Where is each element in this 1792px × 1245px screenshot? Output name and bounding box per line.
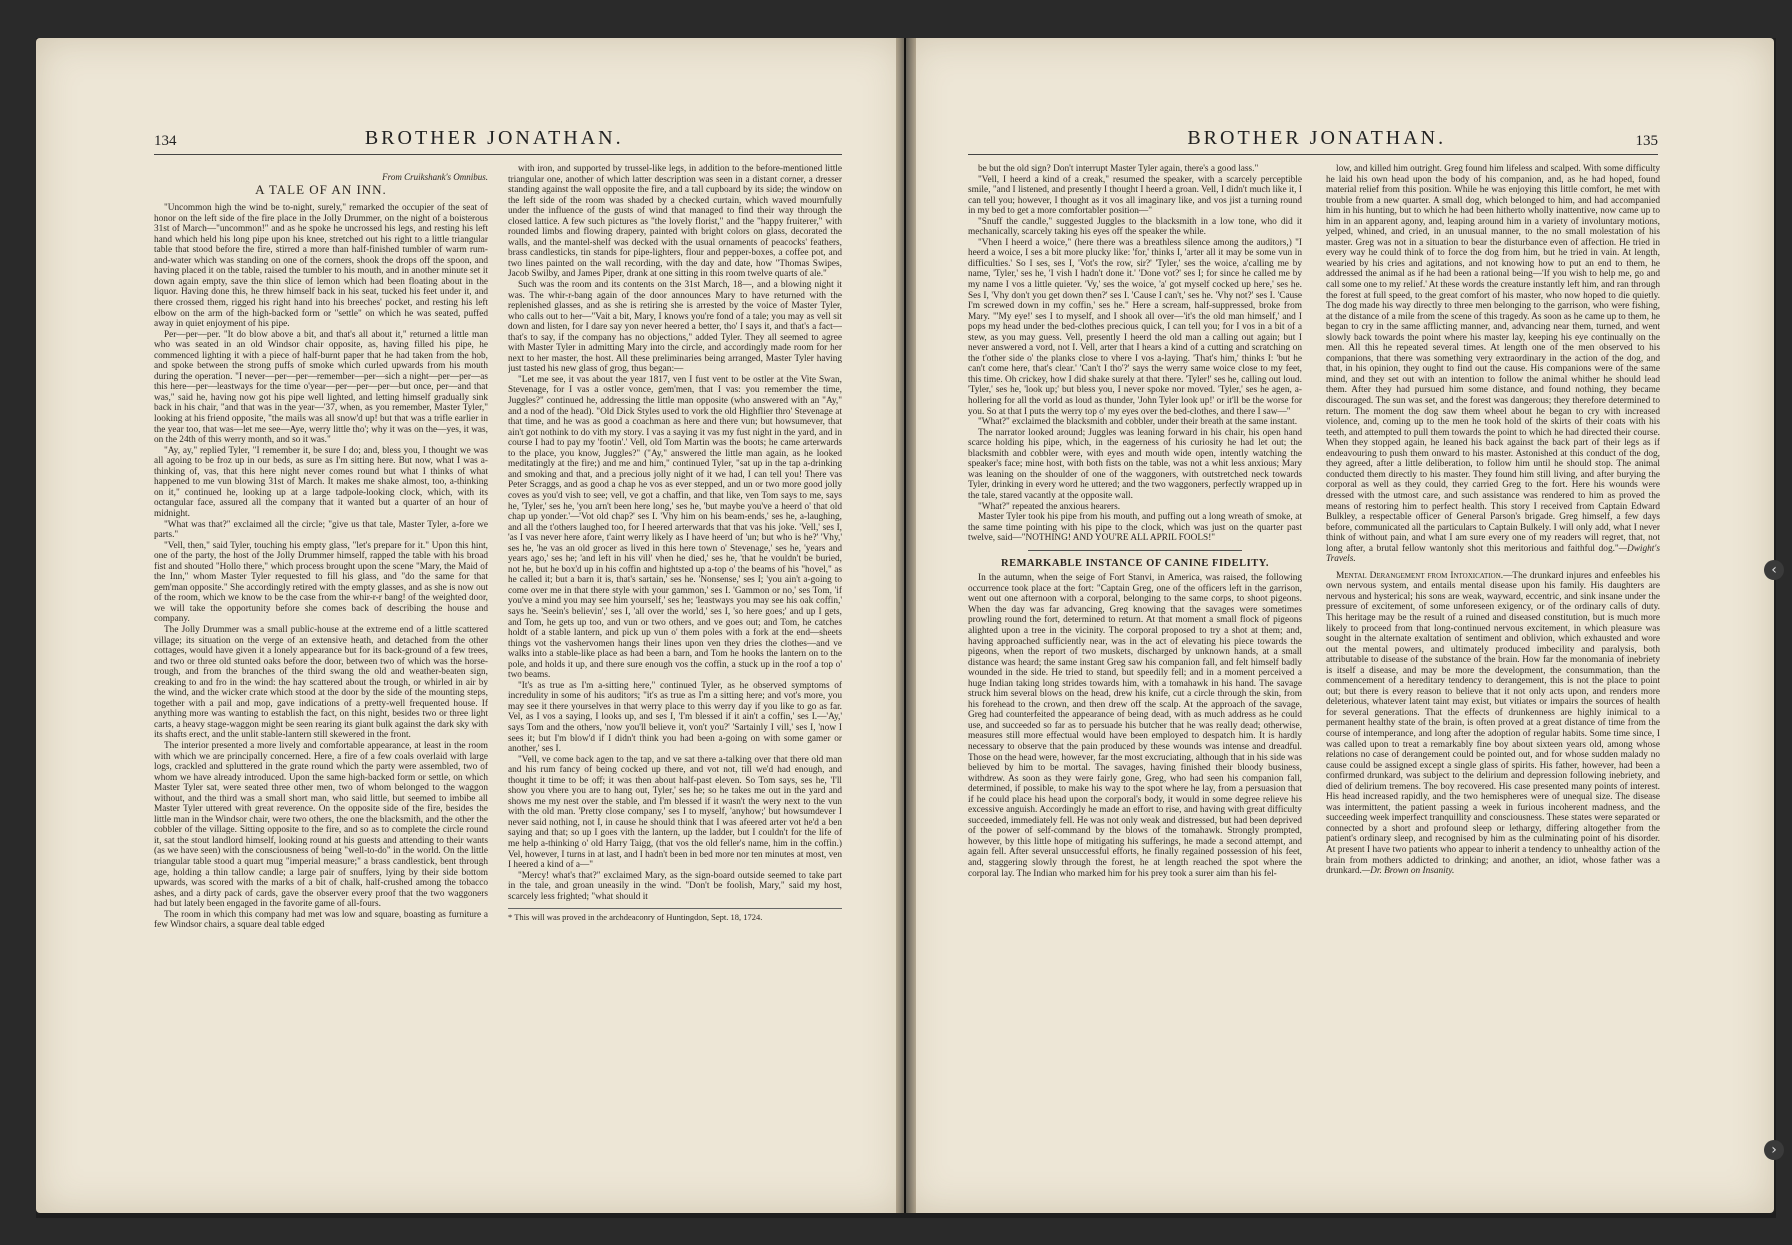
paragraph: "Uncommon high the wind be to-night, surely," remarked the occupier of the seat of honor on the left side of the fire place in the Jolly Drummer, on the night of a boisterous 31st of March—"uncommon!" and as he spoke he uncrossed his legs, and resting his left hand which held his long pipe upon his knee, stretched out his right to a little triangular table that stood before the fire, stirred a more than half-finished tumbler of warm rum-and-water which was standing on one of the corners, shook the drops off the spoon, and having placed it on the table, raised the tumbler to his mouth, and in another minute set it down again empty, save the thin slice of lemon which had been floating about in the liquor. Having done this, he threw himself back in his seat, tucked his feet under it, and there crossed them, rigged his right hand into his breeches' pocket, and resting his left elbow on the arm of the high-backed form or "settle" on which he was seated, puffed away in quiet enjoyment of his pipe. xyxy=(154,203,488,330)
paragraph: In the autumn, when the seige of Fort Stanvi, in America, was raised, the following occurrence took place at the fort: "Captain Greg, one of the officers left in the garrison, went out one afternoon with a corporal, belonging to the same corps, to shoot pigeons. When the day was far advancing, Greg knowing that the savages were sometimes prowling round the fort, determined to return. At that moment a small flock of pigeons alighted upon a tree in the vicinity. The corporal proposed to try a shot at them; and, having approached sufficiently near, was in the act of elevating his piece towards the pigeons, when the report of two muskets, discharged by unknown hands, at a small distance was heard; the same instant Greg saw his companion fall, and felt himself badly wounded in the side. He tried to stand, but speedily fell; and in a moment perceived a huge Indian taking long strides towards him, with a tomahawk in his hand. The savage struck him several blows on the head, drew his knife, cut a circle through the skin, from his forehead to the crown, and then drew off the scalp. At the approach of the savage, Greg had counterfeited the appearance of being dead, with as much address as he could use, and succeeded so far as to persuade his butcher that he was really dead; otherwise, measures still more effectual would have been employed to despatch him. It is hardly necessary to observe that the pain produced by these wounds was intense and dreadful. Those on the head were, however, far the most excruciating, although that in his side was believed by him to be mortal. The savages, having finished their bloody business, withdrew. As soon as they were fairly gone, Greg, who had seen his companion fall, determined, if possible, to make his way to the spot where he lay, from a persuasion that if he could place his head upon the corporal's body, it would in some degree relieve his excessive anguish. Accordingly he made an effort to rise, and having with great difficulty succeeded, immediately fell. He was not only weak and distressed, but had been deprived of the power of self-command by the blows of the tomahawk. Strongly prompted, however, by this little hope of mitigating his sufferings, he made a second attempt, and again fell. After several unsuccessful efforts, he finally regained possession of his feet, and, staggering slowly through the forest, he at length reached the spot where the corporal lay. The Indian who marked him for his prey took a surer aim than his fel- xyxy=(968,573,1302,879)
column-2 xyxy=(508,164,842,1174)
paragraph xyxy=(1326,164,1660,565)
previous-page-button[interactable]: ‹ xyxy=(1764,560,1784,580)
running-title: BROTHER JONATHAN. xyxy=(364,127,624,149)
mental-text: —The drunkard injures and enfeebles his own nervous system, and entails mental disease upon his family. His daughters are nervous and hysterical; his sons are weak, wayward, eccentric, and sink insane under the pressure of excitement, of some unforeseen exigency, or of the ordinary calls of duty. This heritage may be the result of a ruined and diseased constitution, but is much more likely to proceed from that long-continued nervous excitement, in which pleasure was sought in the alternate exaltation of sentiment and oblivion, which exhausted and wore out the mental powers, and ultimately produced imbecility and paralysis, both attributable to disease of the substance of the brain. How far the monomania of inebriety is itself a disease, and may be more the development, the consummation, than the commencement of a hereditary tendency to derangement, this is not the place to point out; but there is every reason to believe that it not only acts upon, and renders more deleterious, whatever latent taint may exist, but vitiates or impairs the sources of health for several generations. That the effects of drunkenness are highly inimical to a permanent healthy state of the brain, is often proved at a great distance of time from the course of intemperance, and long after the adoption of regular habits. Some time since, I was called upon to treat a remarkably fine boy about sixteen years old, among whose relations no case of derangement could be pointed out, and for whose sudden malady no cause could be assigned except a single glass of spirits. His father, however, had been a confirmed drunkard, was subject to the delirium and depression following inebriety, and died of delirium tremens. The boy recovered. His case presented many points of interest. His head increased rapidly, and the two hemispheres were of unequal size. The disease was intermittent, the patient passing a week in furious incoherent madness, and the succeeding week imperfect tranquillity and consciousness. These states were separated or connected by a short and profound sleep or lethargy, differing altogether from the patient's ordinary sleep, and recognised by him as the culminating point of his disorder. At present I have two patients who appear to inherit a tendency to unhealthy action of the brain from mothers addicted to drinking; and another, an idiot, whose father was a drunkard. xyxy=(1326,570,1660,877)
left-page xyxy=(36,38,904,1213)
divider xyxy=(1028,550,1242,551)
right-page xyxy=(906,38,1774,1213)
paragraph: The interior presented a more lively and comfortable appearance, at least in the room with which we are principally concerned. Here, a fire of a few coals overlaid with large logs, crackled and spluttered in the grate round which the party were assembled, two of whom we have already introduced. Upon the same high-backed form or settle, on which Master Tyler sat, were seated three other men, two of whom belonged to the waggon without, and the third was a small short man, who said little, but seemed to imbibe all Master Tyler uttered with great reverence. On the opposite side of the fire, besides the little man in the Windsor chair, were two others, the one the blacksmith, and the other the cobbler of the village. Sitting opposite to the fire, and so as to complete the circle round it, sat the stout landlord himself, looking round at his guests and attending to their wants (as we have seen) with the consciousness of being "well-to-do" in the world. On the little triangular table stood a quart mug "imperial measure;" a brass candlestick, bent through age, holding a thin tallow candle; a large pair of snuffers, lying by their side bottom upwards, was scored with the marks of a bit of chalk, half-crushed among the tobacco ashes, and a dirty pack of cards, gave the observer every proof that the two waggoners had but lately been engaged in the favorite game of all-fours. xyxy=(154,740,488,910)
paragraph: "Ay, ay," replied Tyler, "I remember it, be sure I do; and, bless you, I thought we was all agoing to be froz up in our beds, as sure as I'm sitting here. But now, what I was a-thinking of, vas, that this here night never comes round but what I thinks of what happened to me vun blowing 31st of March. It makes me shake almost, too, a-thinking on it," continued he, looking up at a large tadpole-looking clock, which, with its octangular face, assured all the company that it wanted but a quarter of an hour of midnight. xyxy=(154,445,488,519)
right-running-head xyxy=(968,120,1658,155)
paragraph: Master Tyler took his pipe from his mouth, and puffing out a long wreath of smoke, at the same time pointing with his pipe to the clock, which was just on the quarter past twelve, said—"NOTHING! AND YOU'RE ALL APRIL FOOLS!" xyxy=(968,512,1302,544)
paragraph xyxy=(1326,571,1660,877)
left-running-head xyxy=(154,120,842,155)
paragraph: "Vell, ve come back agen to the tap, and ve sat there a-talking over that there old man and his rum fancy of being cocked up there, and vot not, till we'd had enough, and thought it time to be off; it was then about half-past eleven. So Tom says, ses he, 'I'll show you vhere you are to hang out, Tyler,' ses he; so he takes me out in the yard and shows me my nest over the stable, and I'm blessed if it wasn't the wery next to the vun with the old man. 'Pretty close company,' ses I to myself, 'anyhow;' but howsumdever I never said nothing, not I, in cause he should think that I was afeered arter vot he'd a ben saying and that; so up I goes vith the lantern, up the ladder, but I couldn't for the life of me help a-thinking o' old Harry Taigg, (that vos the old feller's name, him in the coffin.) Vel, however, I turns in at last, and I hadn't been in bed more nor ten minutes at most, ven I heered a kind of a—" xyxy=(508,754,842,871)
mental-heading: Mental Derangement from Intoxication. xyxy=(1336,570,1504,581)
paragraph: be but the old sign? Don't interrupt Master Tyler again, there's a good lass." xyxy=(978,164,1259,174)
paragraph: "Mercy! what's that?" exclaimed Mary, as the sign-board outside seemed to take part in the tale, and groan uneasily in the wind. "Don't be foolish, Mary," said my host, scarcely less frighted; "what should it xyxy=(508,870,842,902)
article-title: A TALE OF AN INN. xyxy=(255,181,387,197)
paragraph: "It's as true as I'm a-sitting here," continued Tyler, as he observed symptoms of incredulity in some of his auditors; "it's as true as I'm a sitting here; and vot's more, you may see it there yourselves in that werry place to this werry day if you like to go as far. Vel, as I vos a saying, I looks up, and ses I, 'I'm blessed if it ain't a coffin,' ses I.—'Ay,' says Tom and the others, 'now you'll believe it, von't you?' 'Sartainly I vill,' ses I, 'now I sees it; but I'm blow'd if I didn't think you had been a-going on with some gamer or another,' ses I. xyxy=(508,680,842,755)
paragraph: "Vell, then," said Tyler, touching his empty glass, "let's prepare for it." Upon this hint, one of the party, the host of the Jolly Drummer himself, rapped the table with his broad fist and shouted "Hollo there," which process brought upon the scene "Mary, the Maid of the Inn," whom Master Tyler requested to fill his glass, and "do the same for that gem'man opposite." She accordingly retired with the empty glasses, and as she is now out of the room, which we know to be the case from the whir-r-r bang! of the weighted door, we will take the opportunity before she comes back of describing the house and company. xyxy=(154,540,488,625)
book-spread xyxy=(36,38,1776,1218)
column-3 xyxy=(968,164,1302,1174)
paragraph: "What?" repeated the anxious hearers. xyxy=(978,501,1121,512)
paragraph: "What?" exclaimed the blacksmith and cobbler, under their breath at the same instant. xyxy=(978,417,1298,428)
column-4 xyxy=(1326,164,1660,1174)
running-title: BROTHER JONATHAN. xyxy=(1187,127,1447,149)
canine-title: REMARKABLE INSTANCE OF CANINE FIDELITY. xyxy=(1001,557,1269,569)
paragraph: "Snuff the candle," suggested Juggles to the blacksmith in a low tone, who did it mechanically, scarcely taking his eyes off the speaker the while. xyxy=(968,216,1302,238)
canine-continuation: low, and killed him outright. Greg found him lifeless and scalped. With some difficulty he laid his own head upon the body of his companion, and, as he had hoped, found material relief from this position. While he was enjoying this little comfort, he met with trouble from a new quarter. A small dog, which belonged to him, and had accompanied him in his hunting, but to which he had been hitherto wholly inattentive, now came up to him in an apparent agony, and, leaping around him in a variety of involuntary motions, yelped, whined, and cried, in an unusual manner, to the no small molestation of his master. Greg was not in a situation to bear the disturbance even of affection. He tried in every way he could think of to force the dog from him, but he tried in vain. At length, wearied by his cries and agitations, and not knowing how to put an end to them, he addressed the animal as if he had been a rational being—'If you wish to help me, go and call some one to my relief.' At these words the creature instantly left him, and ran through the forest at full speed, to the great comfort of his master, who now hoped to die quietly. The dog made his way directly to three men belonging to the garrison, who were fishing, at the distance of a mile from the scene of this tragedy. As soon as he came up to them, he began to cry in the same afflicting manner, and, advancing near them, turned, and went slowly back towards the point where his master lay, keeping his eye continually on the men. All this he repeated several times. At length one of the men observed to his companions, that there was something very extraordinary in the action of the dog, and that, in his opinion, they ought to find out the cause. His companions were of the same mind, and they set out with an intention to follow the animal whither he should lead them. After they had pursued him some distance, and found nothing, they became discouraged. The sun was set, and the forest was dangerous; they therefore determined to return. The moment the dog saw them wheel about he began to cry with increased violence, and, coming up to the men he took hold of the skirts of their coats with his teeth, and attempted to pull them towards the point to which he had directed their course. When they stopped again, he leaned his back against the back part of their legs as if endeavouring to push them onward to his master. Astonished at this conduct of the dog, they agreed, after a little deliberation, to follow him until he should stop. The animal conducted them directly to his master. They found him still living, and after burying the corporal as well as they could, they carried Greg to the fort. Here his wounds were dressed with the utmost care, and such assistance was rendered to him as proved the means of restoring him to perfect health. This story I received from Captain Edward Bulkley, a respectable officer of General Parson's brigade. Greg himself, a few days before, communicated all the particulars to Captain Bulkely. I will only add, what I never think of without pain, and what I am sure every one of my readers will regret, that, not long after, a brutal fellow wantonly shot this meritorious and faithful dog." xyxy=(1326,164,1660,554)
paragraph: The Jolly Drummer was a small public-house at the extreme end of a little scattered village; its situation on the verge of an extensive heath, and detached from the other cottages, would have given it a lonely appearance but for its back-ground of a few trees, and two or three old stunted oaks before the door, between two of which was the horse-trough, and from the branches of the third swang the old and weather-beaten sign, creaking to and fro in the wind: the hay scattered about the trough, or whirled in air by the wind, and the wicker crate which stood at the door by the side of the mounting steps, together with a pail and mop, gave indications of a pretty-well frequented house. If anything more was wanting to establish the fact, on this night, besides two or three light carts, a heavy stage-waggon might be seen rearing its giant bulk against the dark sky with its shafts erect, and the unlit stable-lantern still skewered in the front. xyxy=(154,624,488,741)
paragraph: "Vell, I heerd a kind of a creak," resumed the speaker, with a scarcely perceptible smile, "and I listened, and presently I thought I heerd a groan. Vell, I didn't much like it, I can tell you; however, I thought as it vos all imaginary like, and vos jist a turning round in my bed to get a more comfortabler position—" xyxy=(968,174,1302,217)
paragraph: Per—per—per. "It do blow above a bit, and that's all about it," returned a little man who was seated in an old Windsor chair opposite, as, having filled his pipe, he commenced lighting it with a piece of half-burnt paper that he had taken from the hob, and spoke between the strong puffs of smoke which curled upwards from his mouth during the operation. "I never—per—per—remember—per—sich a night—per—per—as this here—per—leastways for the time o'year—per—per—per—but once, per—and that was," said he, having now got his pipe well lighted, and letting himself gradually sink back in his chair, "and that was in the year—'37, when, as you remember, Master Tyler," looking at his friend opposite, "the mails was all snow'd up! but that was a trifle earlier in the year too, that was—let me see—Aye, werry little tho'; why it was on the—yes, it was, on the 24th of this werry month, and so it was." xyxy=(154,329,488,446)
paragraph: "What was that?" exclaimed all the circle; "give us that tale, Master Tyler, a-fore we parts." xyxy=(154,519,488,541)
paragraph: The narrator looked around; Juggles was leaning forward in his chair, his open hand scarce holding his pipe, which, in the eagerness of his curiosity he had let out; the blacksmith and cobbler were, with eyes and mouth wide open, intently watching the speaker's face; mine host, with both fists on the table, was not a whit less anxious; Mary was leaning on the shoulder of one of the waggoners, with outstretched neck towards Tyler, drinking in every word he uttered; and the two waggoners, perfectly wrapped up in the tale, stared vacantly at the opposite wall. xyxy=(968,427,1302,501)
column-1 xyxy=(154,164,488,1174)
page-number: 135 xyxy=(1635,133,1658,149)
paragraph: "Vhen I heerd a woice," (here there was a breathless silence among the auditors,) "I heerd a woice, I ses a bit more plucky like: 'for,' thinks I, 'arter all it may be some vun in difficulties.' So I ses, ses I, 'Vot's the row, sir?' 'Tyler,' ses the woice, a'calling me by name, 'Tyler,' ses he, 'I vish I hadn't done it.' 'Done vot?' ses I; for since he called me by my name I vos a little quieter. 'Vy,' ses the woice, 'a' got myself cocked up here,' ses he. Ses I, 'Vhy don't you get down then?' ses I. 'Cause I can't,' ses he. 'Vhy not?' ses I. 'Cause I'm screwed down in my coffin,' ses he." Here a scream, half-suppressed, broke from Mary. "'My eye!' ses I to myself, and I shook all over—'it's the old man himself,' and I pops my head under the bed-clothes precious quick, I can tell you; for I vos in a bit of a stew, as you may guess. Vell, presently I heerd the old man a calling out again; but I never answered a vord, not I. Vell, arter that I hears a kind of a cutting and scratching on the t'other side o' the planks close to vhere I vos a-laying. 'That's him,' thinks I: 'but he can't come here, that's clear.' 'Can't I tho'?' says the werry same woice close to my feet, this time. Oh crickey, how I did shake surely at that there. 'Tyler!' ses he, calling out loud. 'Tyler,' ses he, 'look up;' but bless you, I never spoke nor moved. 'Tyler,' ses he agen, a-hollering for all the vorld as loud as thunder, 'John Tyler look up!' or it'll be the worse for you. So at that I puts the werry top o' my eyes over the bed-clothes, and there I saw—" xyxy=(968,237,1302,417)
footnote: * This will was proved in the archdeaconry of Huntingdon, Sept. 18, 1724. xyxy=(508,908,842,923)
canine-attribution: —Dwight's Travels. xyxy=(1326,543,1660,565)
next-page-button[interactable]: › xyxy=(1764,1140,1784,1160)
source-note: From Cruikshank's Omnibus. xyxy=(382,172,488,182)
paragraph: Such was the room and its contents on the 31st March, 18—, and a blowing night it was. The whir-r-bang again of the door announces Mary to have returned with the replenished glasses, and as she is retiring she is arrested by the voice of Master Tyler, who calls out to her—"Vait a bit, Mary, I knows you're fond of a tale; you may as vell sit down and listen, for I dare say yon never heered a better, tho' I says it, and that's a fact—that's to say, if the company has no objections," added Tyler. They all seemed to agree with Master Tyler in admitting Mary into the circle, and accordingly made room for her next to her master, the host. All these preliminaries being arranged, Master Tyler having just tasted his new glass of grog, thus began:— xyxy=(508,280,842,375)
paragraph: "Let me see, it vas about the year 1817, ven I fust vent to be ostler at the Vite Swan, Stevenage, for I vas a ostler vonce, gem'men, that I vas: you remember the time, Juggles?" continued he, addressing the little man opposite (who answered with an "Ay," and a nod of the head). "Old Dick Styles used to vork the old Highflier thro' Stevenage at that time, and he was as good a coachman as here and there vun; but howsumever, that ain't got nothink to do vith my story. I vas a saying it vas my fust night in the yard, and in course I had to pay my 'footin'.' Vell, old Tom Martin was the boots; he came arterwards to the place, you know, Juggles?" ("Ay," answered the little man again, as he looked meditatingly at the fire;) and me and him," continued Tyler, "sat up in the tap a-drinking and smoking and that, and a precious jolly night of it we had, I can tell you! There vas Peter Scraggs, and as good a chap he vos as ever stepped, and un or two more good jolly coves as you'd vish to see; vell, ve got a chaffin, and that like, ven Tom says to me, says he, 'Tyler,' ses he, 'you arn't been here long,' ses he, 'but maybe you've a heerd o' that old chap up yonder.'—'Vot old chap?' ses I. 'Vhy him on his beam-ends,' ses he, a-laughing, and all the t'others laughed too, for I heered arterwards that that vas his joke. 'Vell,' ses I, 'as I vas never here afore, t'aint werry likely as I have heerd of 'un; but who is he?' 'Vhy,' ses he, 'he vas an old grocer as lived in this here town o' Stevenage,' ses he, 'years and years ago,' ses he; 'and left in his vill' vhen he died,' ses he, 'that he vouldn't be buried, not he, but he box'd up in his coffin and hightsted up a-top o' the beams of his "hovel," as he called it; but a barn it is, that's sartain,' ses he. 'Nonsense,' ses I; 'you ain't a-going to come over me in that there style with your gammon,' ses I. 'Gammon or no,' ses Tom, 'if you've a mind you may see him yourself,' ses he; 'leastways you may see his oak coffin,' says he. 'Seein's believin',' ses I, 'all over the world,' ses I, 'so here goes;' and up I gets, and Tom, he gets up too, and vun or two others, and ve goes out; and Tom, he catches holdt of a stable lantern, and pick up vun o' them poles with a fork at the end—sheets things vot the vashervomen hangs their lines upon ven they dries the clothes—and ve walks into a stable-like place as had been a barn, and Tom he hooks the lantern on to the pole, and holds it up, and there sure enough vos the coffin, a stuck up in the roof a top o' two beams. xyxy=(508,374,842,681)
paragraph: The room in which this company had met was low and square, boasting as furniture a few Windsor chairs, a square deal table edged xyxy=(154,909,488,931)
mental-attribution: —Dr. Brown on Insanity. xyxy=(1361,866,1455,877)
page-number: 134 xyxy=(154,133,177,149)
paragraph: with iron, and supported by trussel-like legs, in addition to the before-mentioned little triangular one, another of which latter description was seen in a distant corner, a dresser standing against the wall opposite the fire, and a tall cupboard by its side; the window on the left side of the room was shaded by a checked curtain, which waved mournfully under the influence of the gusts of wind that managed to find their way through the closed lattice. A few such pictures as "the lovely florist," and the "happy fruiterer," with rounded limbs and flowing drapery, painted with bright colors on glass, decorated the walls, and the mantel-shelf was decked with the usual ornaments of peacocks' feathers, brass candlesticks, tin stands for pipe-lighters, flour and pepper-boxes, a coffee pot, and two lines painted on the wall recording, with the day and date, how "Thomas Swipes, Jacob Swilby, and James Piper, drank at one sitting in this room twelve quarts of ale." xyxy=(508,164,842,280)
book-gutter xyxy=(896,38,916,1213)
